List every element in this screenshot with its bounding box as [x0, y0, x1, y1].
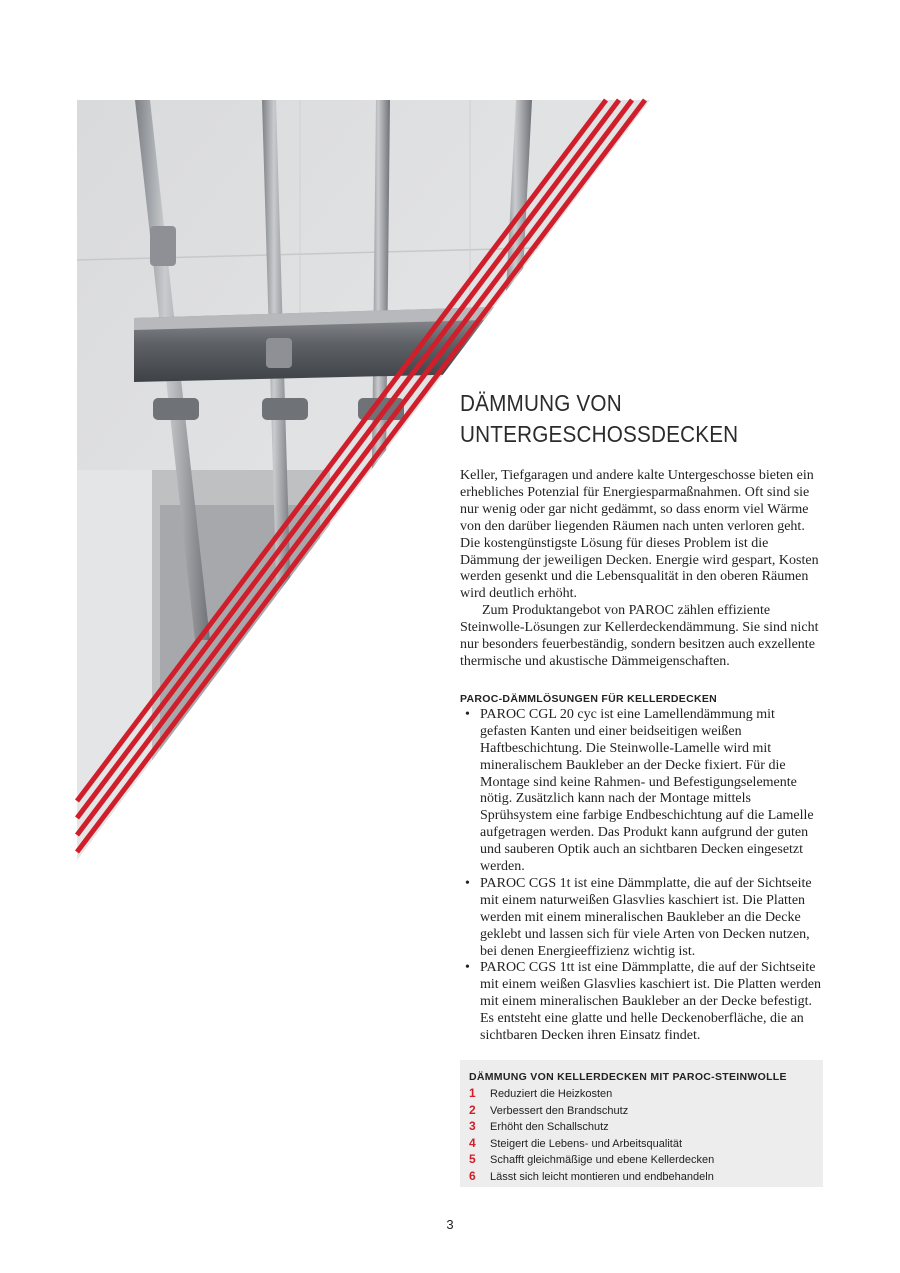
- benefit-text: Schafft gleichmäßige und ebene Kellerdecken: [490, 1154, 715, 1166]
- intro-paragraph: Keller, Tiefgaragen und andere kalte Untergeschosse bieten ein erhebliches Potenzial für Energiesparmaßnahmen. Oft sind sie nur wenig oder gar nicht gedämmt, so dass enorm viel Wärme von den darüber liegenden Räumen nach unten verloren geht. Die kostengünstigste Lösung für dieses Problem ist die Dämmung der jeweiligen Decken. Energie wird gespart, Kosten werden gesenkt und die Lebensqualität in den oberen Räumen wird deutlich erhöht.: [460, 468, 819, 602]
- benefit-number: 6: [469, 1168, 476, 1183]
- products-list: [460, 707, 825, 1045]
- product-item-cgs-1t: • PAROC CGS 1t ist eine Dämmplatte, die auf der Sichtseite mit einem naturweißen Glasvlies kaschiert ist. Die Platten werden mit einem mineralischen Baukleber an die Decke geklebt und lassen sich für viele Arten von Decken nutzen, bei denen Energieeffizienz wichtig ist.: [480, 876, 825, 961]
- benefit-text: Erhöht den Schallschutz: [490, 1121, 609, 1133]
- benefit-text: Reduziert die Heizkosten: [490, 1088, 613, 1100]
- benefit-item: [469, 1103, 823, 1120]
- benefit-number: 1: [469, 1086, 476, 1100]
- benefit-item: [469, 1152, 823, 1169]
- benefit-text: Verbessert den Brandschutz: [490, 1104, 629, 1117]
- benefit-item: [469, 1169, 823, 1186]
- benefit-number: 3: [469, 1119, 476, 1133]
- benefit-number: 4: [469, 1135, 476, 1150]
- benefit-text: Lässt sich leicht montieren und endbehandeln: [490, 1170, 714, 1183]
- title-line-2: UNTERGESCHOSSDECKEN: [460, 421, 739, 447]
- benefits-title: DÄMMUNG VON KELLERDECKEN MIT PAROC-STEINWOLLE: [469, 1071, 787, 1083]
- benefit-item: [469, 1086, 823, 1103]
- benefits-box: [460, 1060, 823, 1187]
- benefit-item: [469, 1136, 823, 1153]
- paroc-paragraph: Zum Produktangebot von PAROC zählen effiziente Steinwolle-Lösungen zur Kellerdeckendämmung. Sie sind nicht nur besonders feuerbeständig, sondern besitzen auch exzellente thermische und akustische Dämmeigenschaften.: [460, 603, 819, 669]
- benefit-text: Steigert die Lebens- und Arbeitsqualität: [490, 1137, 683, 1150]
- page-number: 3: [446, 1217, 454, 1232]
- products-heading: PAROC-DÄMMLÖSUNGEN FÜR KELLERDECKEN: [460, 692, 718, 705]
- main-text-column: [460, 388, 825, 1045]
- benefit-item: [469, 1119, 823, 1136]
- page-title: [460, 388, 789, 450]
- product-item-cgl: • PAROC CGL 20 cyc ist eine Lamellendämmung mit gefasten Kanten und einer beidseitigen weißen Haftbeschichtung. Die Steinwolle-Lamelle wird mit mineralischem Baukleber an der Decke fixiert. Für die Montage sind keine Rahmen- und Befestigungselemente nötig. Zusätzlich kann nach der Montage mittels Sprühsystem eine farbige Endbeschichtung auf die Lamelle aufgetragen werden. Das Produkt kann aufgrund der guten und sauberen Optik auch an sichtbaren Decken eingesetzt werden.: [480, 707, 825, 876]
- product-item-cgs-1tt: • PAROC CGS 1tt ist eine Dämmplatte, die auf der Sichtseite mit einem weißen Glasvlies kaschiert ist. Die Platten werden mit einem mineralischen Baukleber an der Decke befestigt. Es entsteht eine glatte und helle Deckenoberfläche, die an sichtbaren Decken ihren Einsatz findet.: [480, 960, 825, 1045]
- title-line-1: DÄMMUNG VON: [460, 390, 622, 416]
- benefit-number: 5: [469, 1152, 476, 1166]
- benefit-number: 2: [469, 1102, 476, 1117]
